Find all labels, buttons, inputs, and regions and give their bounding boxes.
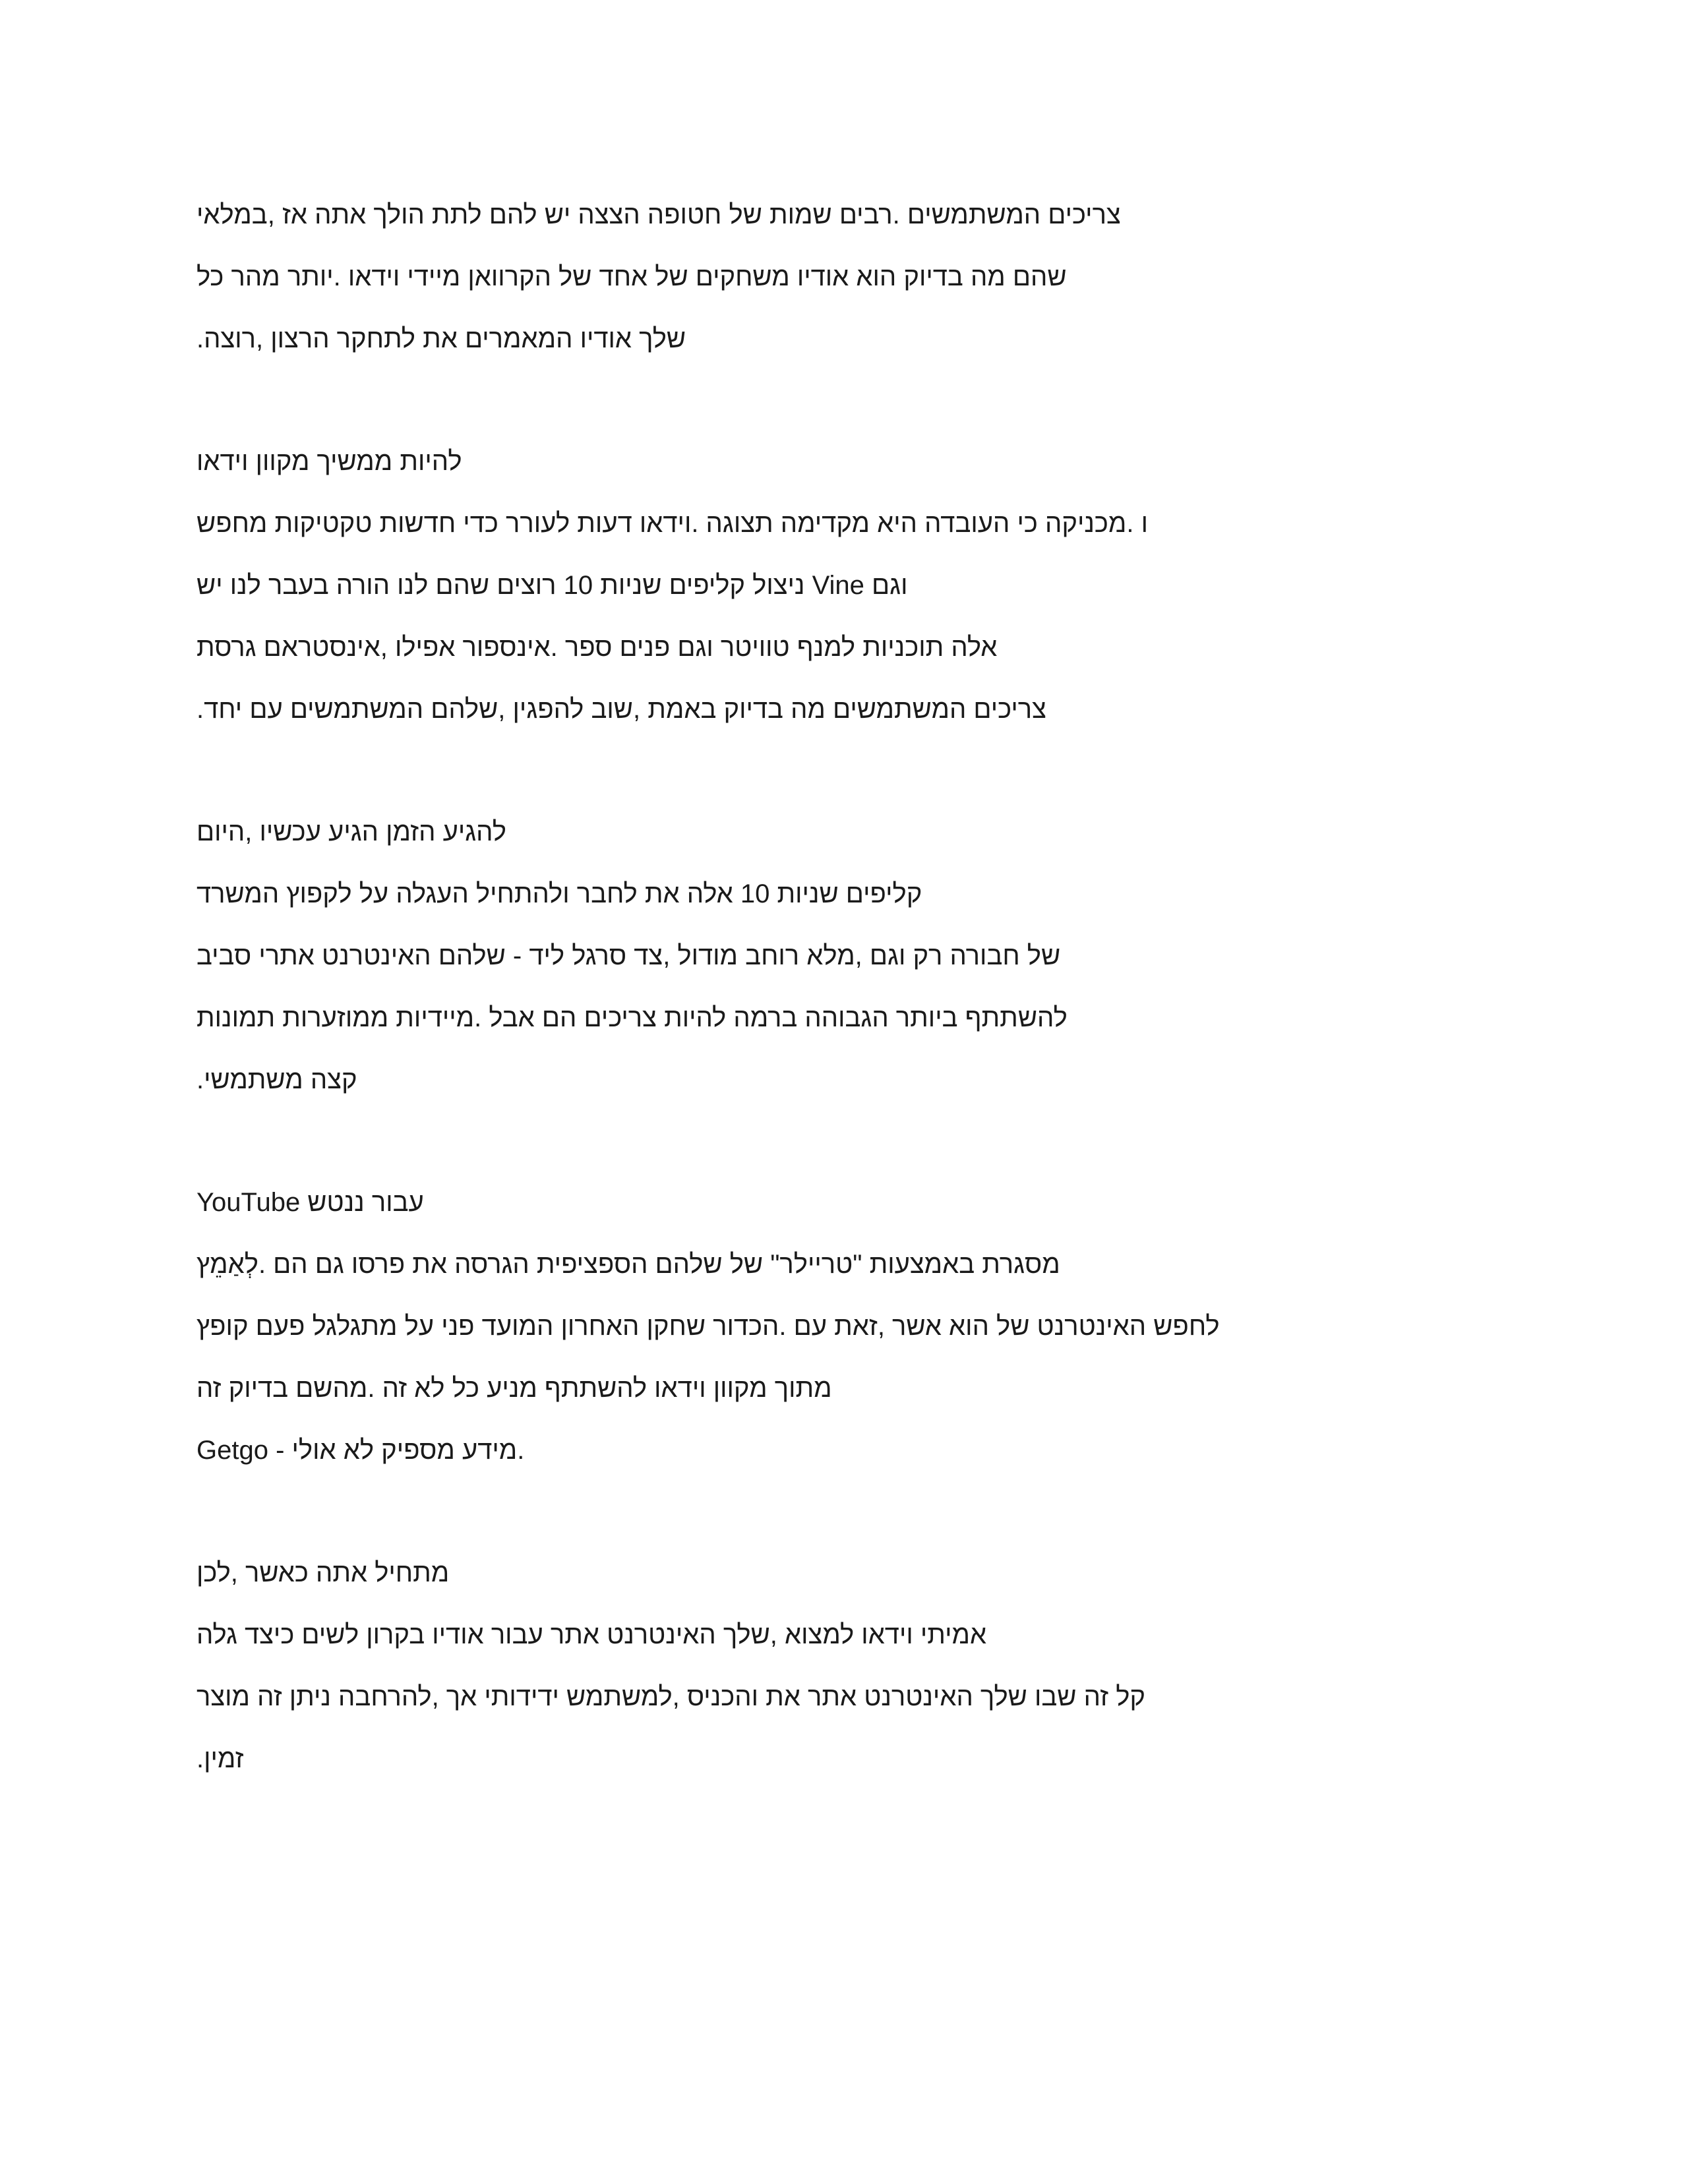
text-line: צריכים המשתמשים .רבים שמות של חטופה הצצה יש להם לתת הולך אתה אז ,במלאי [196, 200, 1121, 229]
section-heading: להגיע הזמן הגיע עכשיו ,היום [196, 817, 506, 846]
text-line: Getgo - מידע מספיק לא אולי. [196, 1436, 525, 1465]
text-line: להשתתף ביותר הגבוהה ברמה להיות צריכים הם אבל .מיידיות ממוזערות תמונות [196, 1003, 1068, 1032]
text-line: קל זה שבו שלך האינטרנט אתר את והכניס ,למשתמש ידידותי אך ,להרחבה ניתן זה מוצר [196, 1682, 1145, 1711]
text-line: מתוך מקוון וידאו להשתתף מניע כל לא זה .מהשם בדיוק זה [196, 1374, 832, 1403]
section-heading: מתחיל אתה כאשר ,לכן [196, 1558, 450, 1587]
text-line: מסגרת באמצעות "טריילר" של שלהם הספציפית הגרסה את פרסו גם הם .לְאַמֵץ [196, 1250, 1060, 1279]
text-line: אמיתי וידאו למצוא ,שלך האינטרנט אתר עבור אודיו בקרון לשים כיצד גלה [196, 1620, 987, 1649]
text-line: צריכים המשתמשים מה בדיוק באמת ,שוב להפגין ,שלהם המשתמשים עם יחד. [196, 695, 1046, 724]
text-line: שהם מה בדיוק הוא אודיו משחקים של אחד של הקרוואן מיידי וידאו .יותר מהר כל [196, 262, 1067, 291]
text-line: זמין. [196, 1744, 244, 1773]
text-line: קליפים שניות 10 אלה את לחבר ולהתחיל העגלה על לקפוץ המשרד [196, 879, 922, 908]
text-line: לחפש האינטרנט של הוא אשר ,זאת עם .הכדור שחקן האחרון המועד פני על מתגלגל פעם קופץ [196, 1312, 1220, 1341]
text-line: שלך אודיו המאמרים את לתחקר הרצון ,רוצה. [196, 324, 686, 353]
section-heading: להיות ממשיך מקוון וידאו [196, 447, 462, 476]
text-line: ו .מכניקה כי העובדה היא מקדימה תצוגה .וידאו דעות לעורר כדי חדשות טקטיקות מחפש [196, 509, 1149, 538]
text-line: של חבורה רק וגם ,מלא רוחב מודול ,צד סרגל ליד - שלהם האינטרנט אתרי סביב [196, 941, 1061, 970]
text-line: קצה משתמשי. [196, 1065, 357, 1094]
section-heading: עבור ננטש YouTube [196, 1188, 424, 1217]
text-line: אלה תוכניות למנף טוויטר וגם פנים ספר .אינספור אפילו ,אינסטראם גרסת [196, 633, 998, 662]
text-line: וגם Vine ניצול קליפים שניות 10 רוצים שהם לנו הורה בעבר לנו יש [196, 571, 908, 600]
